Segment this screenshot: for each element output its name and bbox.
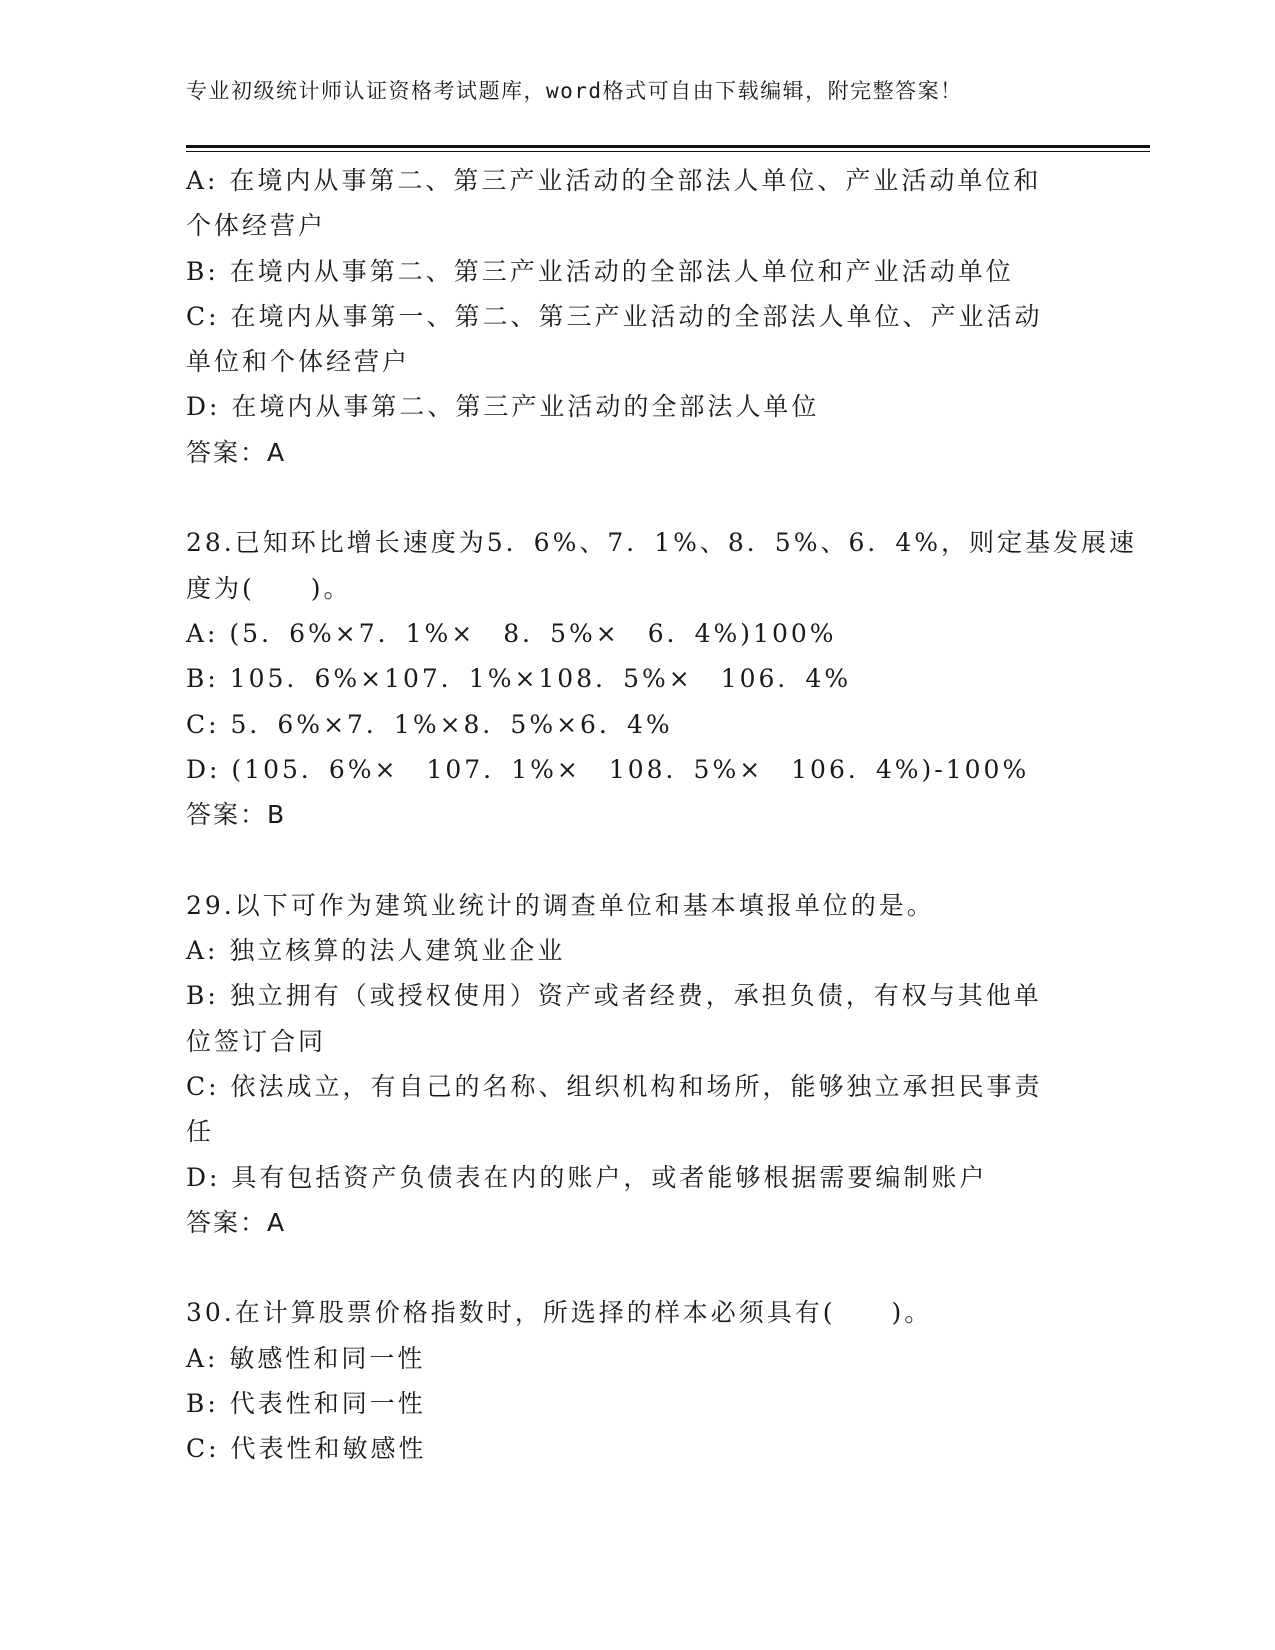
q30-option-c: C: 代表性和敏感性	[186, 1434, 427, 1464]
header-rule-thick	[186, 145, 1150, 148]
q28-stem-line2: 度为( )。	[186, 573, 352, 603]
q29-option-b-line1: B: 独立拥有（或授权使用）资产或者经费，承担负债，有权与其他单	[186, 981, 1042, 1011]
page-header: 专业初级统计师认证资格考试题库，word格式可自由下载编辑，附完整答案！	[186, 79, 963, 103]
q29-stem: 29.以下可作为建筑业统计的调查单位和基本填报单位的是。	[186, 890, 935, 920]
q29-option-a: A: 独立核算的法人建筑业企业	[186, 936, 566, 966]
q27-option-c-line1: C: 在境内从事第一、第二、第三产业活动的全部法人单位、产业活动	[186, 301, 1043, 331]
header-rule-thin	[186, 151, 1150, 152]
q28-option-c: C: 5．6%×7．1%×8．5%×6．4%	[186, 709, 673, 739]
q28-stem-line1: 28.已知环比增长速度为5．6%、7．1%、8．5%、6．4%，则定基发展速	[186, 528, 1138, 558]
q27-option-d: D: 在境内从事第二、第三产业活动的全部法人单位	[186, 392, 820, 422]
q27-option-b: B: 在境内从事第二、第三产业活动的全部法人单位和产业活动单位	[186, 256, 1014, 286]
spacer	[186, 837, 1086, 882]
q29-option-d: D: 具有包括资产负债表在内的账户，或者能够根据需要编制账户	[186, 1162, 988, 1192]
q28-option-a: A: (5．6%×7．1%× 8．5%× 6．4%)100%	[186, 618, 837, 648]
spacer	[186, 475, 1086, 520]
q27-option-a-line2: 个体经营户	[186, 211, 327, 241]
q30-option-b: B: 代表性和同一性	[186, 1389, 426, 1419]
q28-option-b: B: 105．6%×107．1%×108．5%× 106．4%	[186, 664, 852, 694]
q27-option-c-line2: 单位和个体经营户	[186, 347, 411, 377]
q27-option-a-line1: A: 在境内从事第二、第三产业活动的全部法人单位、产业活动单位和	[186, 166, 1042, 195]
q30-stem: 30.在计算股票价格指数时，所选择的样本必须具有( )。	[186, 1298, 933, 1328]
q29-answer: 答案：A	[186, 1207, 287, 1237]
q28-answer: 答案：B	[186, 800, 287, 830]
q27-answer: 答案：A	[186, 437, 287, 467]
spacer	[186, 1245, 1086, 1290]
q30-option-a: A: 敏感性和同一性	[186, 1343, 426, 1373]
question-content	[186, 158, 1138, 1472]
q28-option-d: D: (105．6%× 107．1%× 108．5%× 106．4%)-100%	[186, 754, 1030, 784]
q29-option-c-line2: 任	[186, 1117, 215, 1147]
q29-option-b-line2: 位签订合同	[186, 1026, 327, 1056]
q29-option-c-line1: C: 依法成立，有自己的名称、组织机构和场所，能够独立承担民事责	[186, 1071, 1043, 1101]
